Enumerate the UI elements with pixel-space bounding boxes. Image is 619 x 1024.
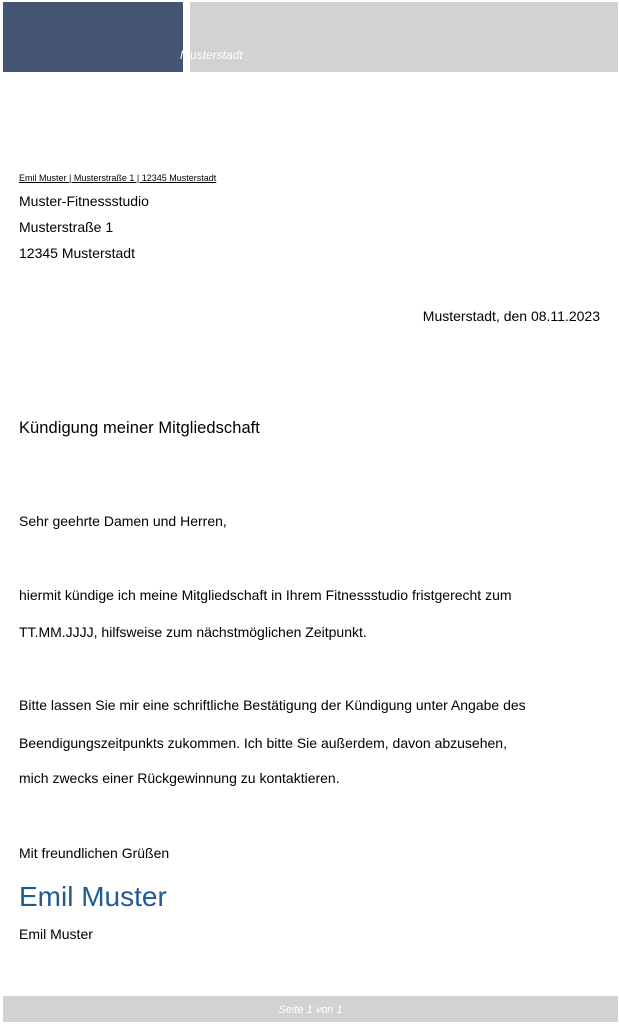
body-paragraph-2-line-3: mich zwecks einer Rückgewinnung zu kontaktieren. [19, 770, 340, 786]
page-number: Seite 1 von 1 [278, 1004, 343, 1016]
signer-name: Emil Muster [19, 926, 93, 942]
sender-return-address: Emil Muster | Musterstraße 1 | 12345 Musterstadt [19, 173, 217, 183]
footer-band [3, 996, 618, 1022]
salutation: Sehr geehrte Damen und Herren, [19, 513, 227, 529]
recipient-name: Muster-Fitnessstudio [19, 193, 149, 209]
body-paragraph-1-line-2: TT.MM.JJJJ, hilfsweise zum nächstmöglichen Zeitpunkt. [19, 624, 367, 640]
body-paragraph-2-line-1: Bitte lassen Sie mir eine schriftliche Bestätigung der Kündigung unter Angabe des [19, 697, 526, 713]
closing: Mit freundlichen Grüßen [19, 845, 170, 861]
recipient-city: 12345 Musterstadt [19, 245, 135, 261]
recipient-street: Musterstraße 1 [19, 219, 114, 235]
signature: Emil Muster [19, 881, 167, 912]
letter-date: Musterstadt, den 08.11.2023 [422, 308, 600, 324]
body-paragraph-1-line-1: hiermit kündige ich meine Mitgliedschaft in Ihrem Fitnessstudio fristgerecht zum [19, 587, 512, 603]
header-city-text: Musterstadt [180, 48, 243, 62]
body-paragraph-2-line-2: Beendigungszeitpunkts zukommen. Ich bitte Sie außerdem, davon abzusehen, [19, 735, 507, 751]
letter-subject: Kündigung meiner Mitgliedschaft [19, 419, 260, 437]
header-dark-block [3, 2, 183, 72]
